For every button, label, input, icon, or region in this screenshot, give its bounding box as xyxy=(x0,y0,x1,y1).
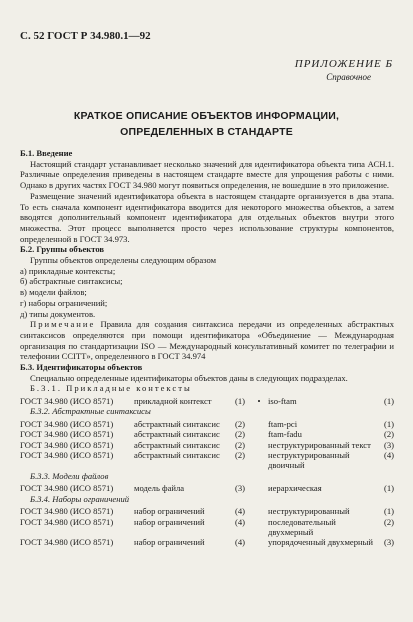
list-item: в) модели файлов; xyxy=(20,287,87,298)
subsection-b34-heading: Б.3.4. Наборы ограничений xyxy=(30,493,130,504)
list-item: б) абстрактные синтаксисы; xyxy=(20,276,123,287)
table-row xyxy=(20,517,394,538)
table-row xyxy=(20,506,394,516)
component-number-cell: (2) xyxy=(234,450,246,461)
standard-cell: ГОСТ 34.980 (ИСО 8571) xyxy=(20,439,114,450)
appendix-block xyxy=(295,58,393,82)
registry-table-constraint-sets xyxy=(20,506,394,547)
table-row xyxy=(20,450,394,471)
object-name-cell: прикладной контекст xyxy=(134,396,212,407)
identifier-number-cell: (2) xyxy=(383,516,394,527)
page-header: С. 52 ГОСТ Р 34.980.1—92 xyxy=(20,30,151,42)
registry-table-application-contexts xyxy=(20,396,394,406)
component-number-cell: (3) xyxy=(234,483,246,494)
section-b3-intro: Специально определенные идентификаторы объектов даны в следующих подразделах. xyxy=(30,372,348,383)
standard-cell: ГОСТ 34.980 (ИСО 8571) xyxy=(20,506,114,517)
identifier-cell: iso-ftam xyxy=(268,396,297,407)
identifier-number-cell: (1) xyxy=(383,396,394,407)
standard-cell: ГОСТ 34.980 (ИСО 8571) xyxy=(20,419,114,430)
object-name-cell: абстрактный синтаксис xyxy=(134,450,220,461)
table-row xyxy=(20,483,394,493)
object-name-cell: абстрактный синтаксис xyxy=(134,419,220,430)
identifier-number-cell: (1) xyxy=(383,506,394,517)
bullet-cell: • xyxy=(257,396,261,407)
note-label: Примечание xyxy=(30,319,96,330)
identifier-cell: неструктурированный текст xyxy=(268,439,371,450)
identifier-number-cell: (1) xyxy=(383,483,394,494)
identifier-cell: последовательный двухмерный xyxy=(268,516,336,537)
identifier-cell: неструктурированный двоичный xyxy=(268,450,350,471)
document-body xyxy=(20,148,394,548)
subsection-b31-heading: Б.3.1. Прикладные контексты xyxy=(30,383,192,394)
table-row xyxy=(20,537,394,547)
bullet-cell xyxy=(250,450,268,471)
bullet-cell xyxy=(250,429,268,439)
section-b2-intro: Группы объектов определены следующим образом xyxy=(30,255,217,266)
component-number-cell: (2) xyxy=(234,439,246,450)
bullet-cell xyxy=(250,517,268,538)
registry-table-abstract-syntaxes xyxy=(20,419,394,470)
table-row xyxy=(20,419,394,429)
standard-cell: ГОСТ 34.980 (ИСО 8571) xyxy=(20,429,114,440)
bullet-cell xyxy=(250,440,268,450)
identifier-cell: ftam-pci xyxy=(268,419,298,430)
table-row xyxy=(20,429,394,439)
list-item: а) прикладные контексты; xyxy=(20,265,116,276)
subsection-b32-heading: Б.3.2. Абстрактные синтаксисы xyxy=(30,406,151,417)
identifier-cell: ftam-fadu xyxy=(268,429,302,440)
appendix-note: Справочное xyxy=(326,72,371,82)
identifier-cell: неструктурированный xyxy=(268,506,350,517)
bullet-cell xyxy=(250,419,268,429)
component-number-cell: (4) xyxy=(234,506,246,517)
appendix-label: ПРИЛОЖЕНИЕ Б xyxy=(294,58,393,70)
object-name-cell: модель файла xyxy=(134,483,185,494)
section-b3-heading: Б.3. Идентификаторы объектов xyxy=(20,362,143,373)
section-b2-heading: Б.2. Группы объектов xyxy=(20,244,105,255)
component-number-cell: (2) xyxy=(234,429,246,440)
table-row xyxy=(20,440,394,450)
identifier-cell: упорядоченный двухмерный xyxy=(268,537,373,548)
section-b1-paragraph-1: Настоящий стандарт устанавливает несколько значений для идентификатора объекта типа АСН.1. Различные определения приведены в настоящем стандарте вместе для упрощения работы с ними. Однако в других частях ГОСТ 34.980 могут появиться определения, не вошедшие в это приложение. xyxy=(20,158,394,191)
identifier-number-cell: (1) xyxy=(383,419,394,430)
registry-table-file-models xyxy=(20,483,394,493)
bullet-cell xyxy=(250,483,268,493)
standard-cell: ГОСТ 34.980 (ИСО 8571) xyxy=(20,483,114,494)
object-name-cell: набор ограничений xyxy=(134,537,205,548)
object-name-cell: абстрактный синтаксис xyxy=(134,429,220,440)
section-b1-heading: Б.1. Введение xyxy=(20,148,73,158)
bullet-cell xyxy=(250,537,268,547)
identifier-number-cell: (3) xyxy=(383,537,394,548)
identifier-number-cell: (3) xyxy=(383,439,394,450)
standard-cell: ГОСТ 34.980 (ИСО 8571) xyxy=(20,396,114,407)
component-number-cell: (2) xyxy=(234,419,246,430)
list-item: д) типы документов. xyxy=(20,308,96,319)
standard-cell: ГОСТ 34.980 (ИСО 8571) xyxy=(20,516,114,527)
component-number-cell: (1) xyxy=(234,396,246,407)
title-line-2: ОПРЕДЕЛЕННЫХ В СТАНДАРТЕ xyxy=(120,126,293,138)
title-line-1: КРАТКОЕ ОПИСАНИЕ ОБЪЕКТОВ ИНФОРМАЦИИ, xyxy=(73,110,340,122)
section-b2-note xyxy=(20,319,394,362)
subsection-b33-heading: Б.3.3. Модели файлов xyxy=(30,470,109,481)
identifier-cell: иерархическая xyxy=(268,483,322,494)
identifier-number-cell: (4) xyxy=(383,450,394,461)
section-b1-paragraph-2: Размещение значений идентификатора объекта в настоящем стандарте организуется в два этапа. То есть сначала компонент идентификатора вводится для некоторого множества объектов, а затем вводятся дополнительный компонент идентификатора для отдельных объектов внутри этого множества. Этот процесс выполняется просто через использование структуры компонентов, определенной в ГОСТ 34.973. xyxy=(20,190,394,244)
bullet-cell xyxy=(250,506,268,516)
object-name-cell: набор ограничений xyxy=(134,516,205,527)
standard-cell: ГОСТ 34.980 (ИСО 8571) xyxy=(20,450,114,461)
standard-cell: ГОСТ 34.980 (ИСО 8571) xyxy=(20,537,114,548)
component-number-cell: (4) xyxy=(234,537,246,548)
object-name-cell: набор ограничений xyxy=(134,506,205,517)
object-name-cell: абстрактный синтаксис xyxy=(134,439,220,450)
document-title xyxy=(20,108,393,140)
identifier-number-cell: (2) xyxy=(383,429,394,440)
list-item: г) наборы ограничений; xyxy=(20,297,108,308)
note-text: Правила для создания синтаксиса передачи из определенных абстрактных синтаксисов определяются при помощи идентификатора «Объединение — Международная организация по стандартизации ISO — Международный консультативный комитет по телеграфии и телефонии CCITT», определенного в ГОСТ 34.974 xyxy=(20,319,394,362)
component-number-cell: (4) xyxy=(234,516,246,527)
table-row xyxy=(20,396,394,406)
